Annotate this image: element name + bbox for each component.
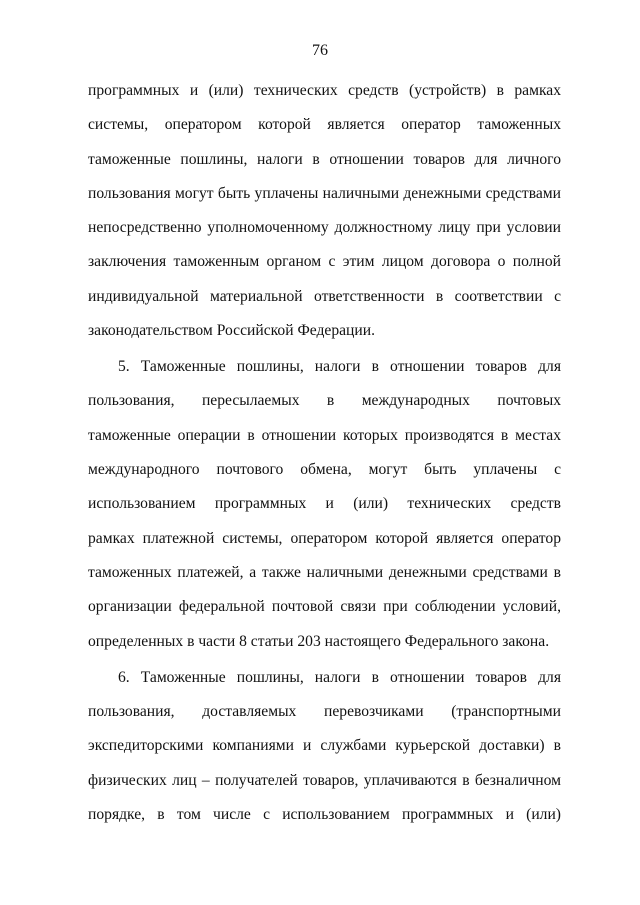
- paragraph: [88, 661, 561, 832]
- text-line: программных и (или) технических средств (устройств) в рамках: [88, 82, 561, 99]
- text-line: пользования, доставляемых перевозчиками (транспортными: [88, 702, 561, 720]
- text-line: 5. Таможенные пошлины, налоги в отношении товаров для: [118, 358, 561, 376]
- text-line: рамках платежной системы, оператором которой является оператор: [88, 529, 561, 547]
- text-line: системы, оператором которой является оператор таможенных: [88, 116, 561, 134]
- paragraph: [88, 350, 561, 659]
- text-line: пользования могут быть уплачены наличными денежными средствами: [88, 184, 561, 202]
- text-line: порядке, в том числе с использованием программных и (или): [88, 805, 561, 823]
- page-number: 76: [312, 42, 328, 59]
- text-line: законодательством Российской Федерации.: [88, 322, 375, 340]
- text-line: экспедиторскими компаниями и службами курьерской доставки) в: [88, 737, 561, 755]
- text-line: 6. Таможенные пошлины, налоги в отношении товаров для: [118, 668, 561, 686]
- text-line: таможенных платежей, а также наличными денежными средствами в: [88, 563, 561, 581]
- text-line: определенных в части 8 статьи 203 настоящего Федерального закона.: [88, 632, 550, 650]
- text-line: международного почтового обмена, могут быть уплачены с: [88, 461, 561, 479]
- text-line: заключения таможенным органом с этим лицом договора о полной: [88, 253, 561, 271]
- text-line: таможенные пошлины, налоги в отношении товаров для личного: [88, 150, 561, 168]
- text-line: непосредственно уполномоченному должностному лицу при условии: [88, 219, 561, 237]
- paragraph: [88, 74, 561, 348]
- text-line: пользования, пересылаемых в международных почтовых: [88, 392, 561, 410]
- text-line: таможенные операции в отношении которых производятся в местах: [88, 426, 561, 444]
- text-line: организации федеральной почтовой связи при соблюдении условий,: [88, 598, 561, 616]
- text-line: индивидуальной материальной ответственности в соответствии с: [88, 287, 561, 305]
- text-line: физических лиц – получателей товаров, уплачиваются в безналичном: [88, 771, 561, 789]
- document-body: [88, 74, 561, 834]
- text-line: использованием программных и (или) технических средств: [88, 495, 561, 513]
